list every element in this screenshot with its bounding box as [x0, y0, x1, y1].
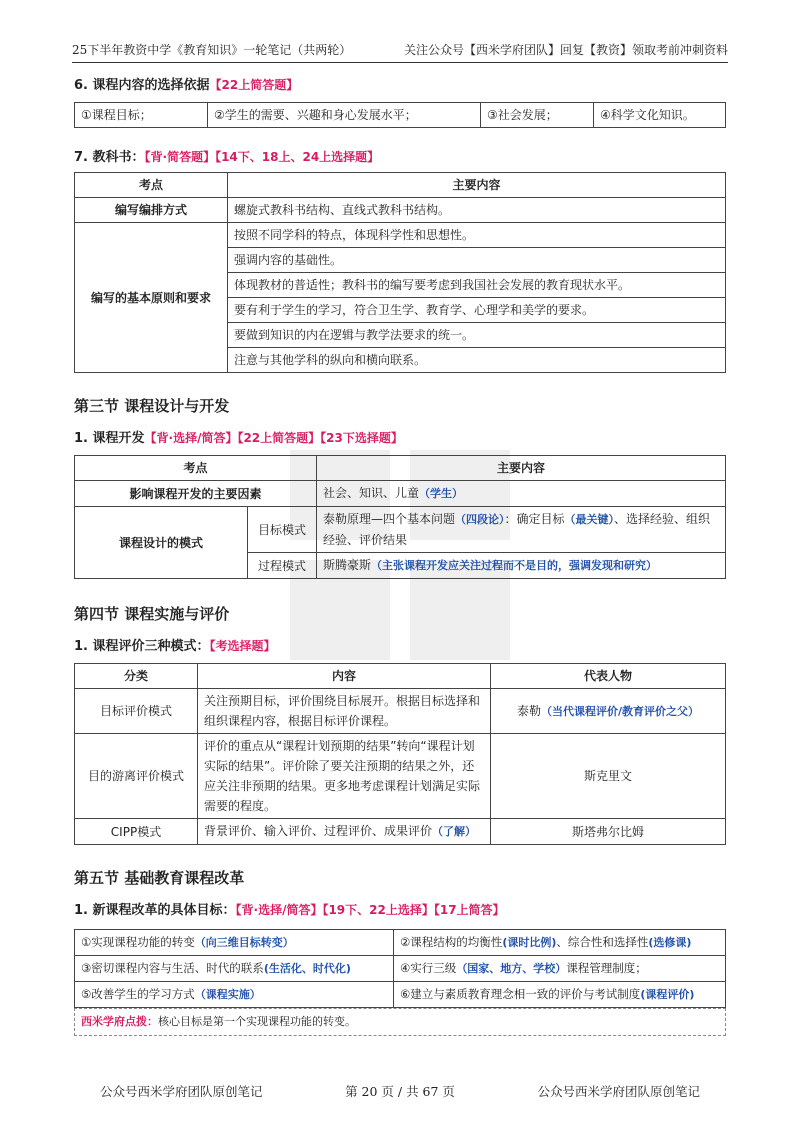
sec5-goal-6 [394, 982, 726, 1008]
s7-heading [74, 146, 726, 168]
s7-tag: 【背·简答题】【14下、18上、24上选择题】 [144, 150, 380, 164]
sec5-g1a: ①实现课程功能的转变 [81, 935, 195, 949]
sec3-m1-c: ：确定目标 [504, 512, 565, 526]
sec3-m1-label: 目标模式 [248, 507, 317, 553]
sec5-goals-table [74, 929, 726, 1008]
sec4-table [74, 663, 726, 845]
sec5-sub-title: 1. 新课程改革的具体目标： [74, 903, 236, 918]
sec4-row [75, 819, 726, 845]
s6-tag: 【22上简答题】 [209, 78, 299, 92]
sec5-g2d: (选修课) [648, 936, 692, 949]
sec5-g4c: 课程管理制度； [566, 961, 647, 975]
sec4-title: 第四节 课程实施与评价 [74, 605, 230, 623]
sec4-row1-name: 目标评价模式 [75, 689, 198, 734]
sec3-row1-note: （学生） [419, 487, 464, 500]
s7-row2-item-6: 注意与其他学科的纵向和横向联系。 [228, 348, 726, 373]
sec4-row [75, 689, 726, 734]
sec5-g2a: ②课程结构的均衡性 [400, 935, 503, 949]
header-right: 关注公众号【西米学府团队】回复【教资】领取考前冲刺资料 [403, 43, 728, 57]
sec5-sub-tag: 【背·选择/简答】【19下、22上选择】【17上简答】 [235, 903, 505, 917]
sec3-m1-a: 泰勒原理—四个基本问题 [323, 512, 456, 526]
sec4-row1-person-name: 泰勒 [516, 703, 541, 718]
footer-right: 公众号西米学府团队原创笔记 [537, 1084, 700, 1099]
sec3-sub-tag: 【背·选择/简答】【22上简答题】【23下选择题】 [144, 431, 403, 445]
sec4-row [75, 734, 726, 819]
sec5-tip-box [74, 1008, 726, 1036]
sec5-goal-5 [75, 982, 394, 1008]
sec4-row3-name: CIPP模式 [75, 819, 198, 845]
sec3-col-2: 主要内容 [317, 456, 726, 481]
sec4-row2-content: 评价的重点从“课程计划预期的结果”转向“课程计划实际的结果”。评价除了要关注预期的结果之外，还应关注非预期的结果。更多地考虑课程计划满足实际需要的程度。 [198, 734, 491, 819]
page-header [72, 36, 728, 63]
sec3-row2-label: 课程设计的模式 [75, 507, 248, 579]
sec4-row2-person: 斯克里文 [491, 734, 726, 819]
sec3-sub-heading [74, 427, 726, 449]
sec4-row3-text: 背景评价、输入评价、过程评价、成果评价 [204, 824, 433, 838]
sec3-m1-d: （最关键） [564, 513, 615, 526]
sec4-row3-person: 斯塔弗尔比姆 [491, 819, 726, 845]
s7-col-1: 考点 [75, 173, 228, 198]
sec3-m2-content [317, 553, 726, 579]
sec3-sub-title: 1. 课程开发 [74, 431, 145, 446]
sec5-g2b: (课时比例) [502, 936, 557, 949]
sec5-goal-4 [394, 956, 726, 982]
sec5-g2c: 、综合性和选择性 [556, 935, 649, 949]
sec4-col-2: 内容 [198, 664, 491, 689]
s7-row2-item-3: 体现教材的普适性；教科书的编写要考虑到我国社会发展的教育现状水平。 [228, 273, 726, 298]
sec3-title: 第三节 课程设计与开发 [74, 397, 230, 415]
s7-row2-label: 编写的基本原则和要求 [75, 223, 228, 373]
sec5-g4a: ④实行三级 [400, 961, 457, 975]
sec5-goal-2 [394, 930, 726, 956]
s6-heading [74, 74, 726, 96]
sec3-m2-label: 过程模式 [248, 553, 317, 579]
footer-left: 公众号西米学府团队原创笔记 [100, 1084, 263, 1099]
sec5-title: 第五节 基础教育课程改革 [74, 869, 245, 887]
sec4-row3-note: （了解） [432, 825, 477, 838]
sec5-goal-1 [75, 930, 394, 956]
sec4-sub-heading [74, 635, 726, 657]
main-content [74, 74, 726, 1036]
sec5-g3b: (生活化、时代化) [263, 962, 351, 975]
s6-title: 6. 课程内容的选择依据 [74, 78, 210, 93]
s7-table [74, 172, 726, 373]
sec4-row1-person [491, 689, 726, 734]
sec5-g6b: (课程评价) [640, 988, 695, 1001]
sec5-g3a: ③密切课程内容与生活、时代的联系 [81, 961, 264, 975]
sec3-m1-b: （四段论） [455, 513, 505, 526]
sec4-row1-note: （当代课程评价/教育评价之父） [540, 704, 700, 718]
s6-item-3: ③社会发展； [481, 103, 594, 128]
s7-row1-label: 编写编排方式 [75, 198, 228, 223]
sec3-row1-label: 影响课程开发的主要因素 [75, 481, 317, 507]
s7-row2-item-1: 按照不同学科的特点，体现科学性和思想性。 [228, 223, 726, 248]
sec3-col-1: 考点 [75, 456, 317, 481]
sec4-row1-content: 关注预期目标，评价围绕目标展开。根据目标选择和组织课程内容，根据目标评价课程。 [198, 689, 491, 734]
sec5-g4b: （国家、地方、学校） [456, 962, 567, 975]
s6-item-4: ④科学文化知识。 [594, 103, 726, 128]
sec4-col-1: 分类 [75, 664, 198, 689]
sec4-sub-tag: 【考选择题】 [209, 639, 276, 653]
header-left: 25下半年教资中学《教育知识》一轮笔记（共两轮） [72, 43, 352, 57]
sec3-row1-content [317, 481, 726, 507]
s7-row2-item-4: 要有利于学生的学习，符合卫生学、教育学、心理学和美学的要求。 [228, 298, 726, 323]
sec3-row1-text: 社会、知识、儿童 [323, 486, 420, 500]
s7-title: 7. 教科书： [74, 150, 145, 165]
sec4-sub-title: 1. 课程评价三种模式： [74, 639, 210, 654]
s7-row2-item-2: 强调内容的基础性。 [228, 248, 726, 273]
sec5-tip-text: 核心目标是第一个实现课程功能的转变。 [158, 1015, 356, 1028]
sec3-m2-b: （主张课程开发应关注过程而不是目的，强调发现和研究） [371, 559, 658, 572]
sec3-m1-e: 、选择经验、组织经验、评价结果 [323, 512, 711, 547]
s7-row2-item-5: 要做到知识的内在逻辑与教学法要求的统一。 [228, 323, 726, 348]
s7-row1-content: 螺旋式教科书结构、直线式教科书结构。 [228, 198, 726, 223]
s6-table [74, 102, 726, 128]
page-footer [100, 1082, 700, 1100]
sec3-table [74, 455, 726, 579]
sec5-g1b: （向三维目标转变） [194, 936, 294, 949]
sec5-g6a: ⑥建立与素质教育理念相一致的评价与考试制度 [400, 987, 641, 1001]
sec5-g5a: ⑤改善学生的学习方式 [81, 987, 195, 1001]
sec5-g5b: （课程实施） [194, 988, 261, 1001]
sec5-goal-3 [75, 956, 394, 982]
s6-item-1: ①课程目标； [75, 103, 208, 128]
sec5-tip-label: 西米学府点拨： [81, 1015, 158, 1028]
sec4-row3-content [198, 819, 491, 845]
s6-item-2: ②学生的需要、兴趣和身心发展水平； [208, 103, 481, 128]
s7-col-2: 主要内容 [228, 173, 726, 198]
sec4-row2-name: 目的游离评价模式 [75, 734, 198, 819]
footer-page-number: 第 20 页 / 共 67 页 [345, 1084, 455, 1099]
sec3-m1-content [317, 507, 726, 553]
sec5-sub-heading [74, 899, 726, 921]
sec3-m2-a: 斯腾豪斯 [323, 558, 372, 572]
sec4-col-3: 代表人物 [491, 664, 726, 689]
